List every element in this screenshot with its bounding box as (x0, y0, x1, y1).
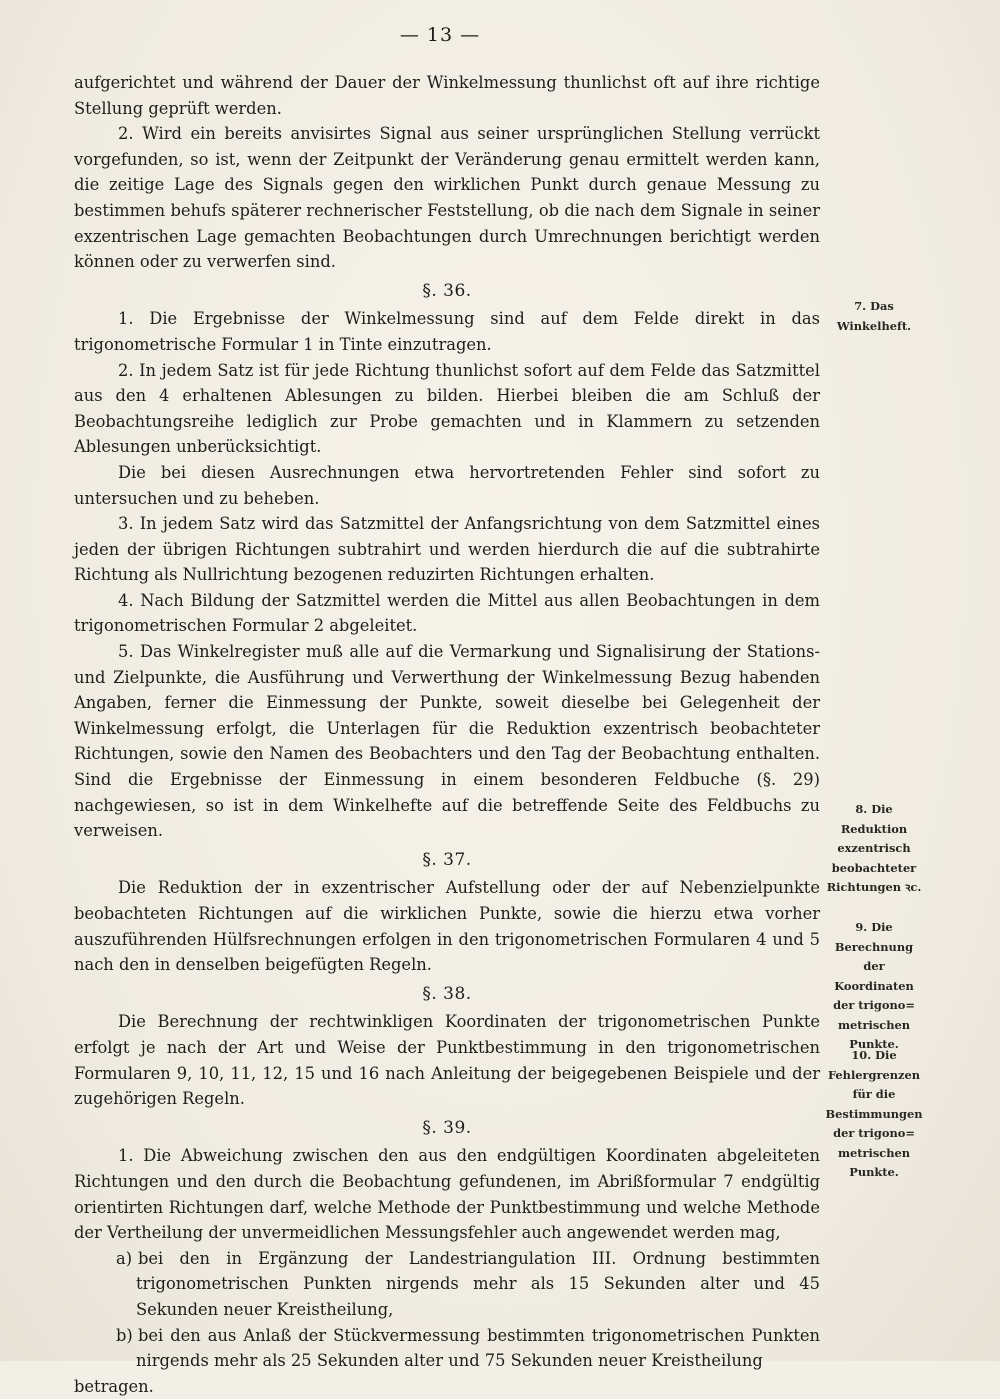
margin-note-8 (822, 800, 926, 898)
margin-note-line: Winkelheft. (836, 318, 912, 333)
subitem-b-label: b) (116, 1325, 133, 1345)
subitem-b-text: bei den aus Anlaß der Stückvermessung bestimmten trigonometrischen Punkten nirgends mehr als 25 Sekunden alter und 75 Sekunden neuer Kreistheilung (136, 1325, 820, 1371)
margin-note-10 (822, 1046, 926, 1183)
s38-paragraph: Die Berechnung der rechtwinkligen Koordinaten der trigonometrischen Punkte erfolgt je nach der Art und Weise der Punktbestimmung in den trigonometrischen Formularen 9, 10, 11, 12, 15 und 16 nach Anleitung der beigegebenen Beispiele und der zugehörigen Regeln. (74, 1012, 820, 1109)
section-heading-37: §. 37. (422, 849, 472, 870)
section-heading-38: §. 38. (422, 983, 472, 1004)
margin-note-line: Punkte. (849, 1037, 899, 1051)
main-text-column (74, 70, 820, 1399)
margin-note-line: Berechnung (834, 939, 914, 954)
s36-item-2-continued: Die bei diesen Ausrechnungen etwa hervortretenden Fehler sind sofort zu untersuchen und zu beheben. (74, 462, 820, 508)
s36-item-3: 3. In jedem Satz wird das Satzmittel der Anfangsrichtung von dem Satzmittel eines jeden der übrigen Richtungen subtrahirt und werden hierdurch die auf die subtrahirte Richtung als Nullrichtung bezogenen reduzirten Richtungen erhalten. (74, 514, 820, 585)
s36-item-4: 4. Nach Bildung der Satzmittel werden die Mittel aus allen Beobachtungen in dem trigonometrischen Formular 2 abgeleitet. (74, 590, 820, 636)
s37-paragraph: Die Reduktion der in exzentrischer Aufstellung oder der auf Nebenzielpunkte beobachteten Richtungen auf die wirklichen Punkte, sowie die hierzu etwa vorher auszuführenden Hülfsrechnungen erfolgen in den trigonometrischen Formularen 4 und 5 nach den in denselben beigefügten Regeln. (74, 878, 820, 975)
margin-note-line: 9. Die (855, 920, 893, 934)
margin-note-line: metrischen (837, 1017, 911, 1032)
margin-note-line: Fehlergrenzen (827, 1067, 921, 1082)
margin-note-line: Bestimmungen (825, 1106, 923, 1121)
section-heading-39: §. 39. (422, 1117, 472, 1138)
subitem-a-text: bei den in Ergänzung der Landestriangulation III. Ordnung bestimmten trigonometrischen Punkten nirgends mehr als 15 Sekunden alter und 45 Sekunden neuer Kreistheilung, (136, 1248, 820, 1319)
margin-note-line: exzentrisch (837, 841, 911, 855)
paragraph-continued: aufgerichtet und während der Dauer der Winkelmessung thunlichst oft auf ihre richtige Stellung geprüft werden. (74, 73, 820, 118)
margin-note-line: der Koordinaten (834, 959, 914, 993)
s36-item-2: 2. In jedem Satz ist für jede Richtung thunlichst sofort auf dem Felde das Satzmittel aus den 4 erhaltenen Ablesungen zu bilden. Hierbei bleiben die am Schluß der Beobachtungsreihe lediglich zur Probe gemachten und in Klammern zu setzenden Ablesungen unberücksichtigt. (74, 360, 820, 457)
margin-note-line: der trigono= (833, 998, 915, 1012)
s39-closing: betragen. (74, 1376, 154, 1396)
margin-note-line: 7. Das (854, 299, 894, 313)
margin-note-line: beobachteter (831, 860, 917, 875)
page-number: — 13 — (399, 24, 481, 46)
subitem-a-label: a) (116, 1248, 133, 1268)
margin-note-line: Punkte. (849, 1165, 899, 1179)
margin-note-line: Reduktion (840, 821, 908, 836)
margin-note-9 (822, 918, 926, 1055)
s39-subitem-a (74, 1246, 820, 1323)
section-heading-36: §. 36. (422, 280, 472, 301)
s36-item-1: 1. Die Ergebnisse der Winkelmessung sind auf dem Felde direkt in das trigonometrische Formular 1 in Tinte einzutragen. (74, 309, 820, 354)
margin-note-line: 10. Die (851, 1048, 897, 1062)
s36-item-5: 5. Das Winkelregister muß alle auf die Vermarkung und Signalisirung der Stations- und Zielpunkte, die Ausführung und Verwerthung der Winkelmessung Bezug habenden Angaben, ferner die Einmessung der Punkte, soweit dieselbe bei Gelegenheit der Winkelmessung erfolgt, die Unterlagen für die Reduktion exzentrisch beobachteter Richtungen, sowie den Namen des Beobachters und den Tag der Beobachtung enthalten. Sind die Ergebnisse der Einmessung in einem besonderen Feldbuche (§. 29) nachgewiesen, so ist in dem Winkelhefte auf die betreffende Seite des Feldbuchs zu verweisen. (74, 642, 820, 841)
s39-item-1: 1. Die Abweichung zwischen den aus den endgültigen Koordinaten abgeleiteten Richtungen und den durch die Beobachtung gefundenen, im Abrißformular 7 endgültig orientirten Richtungen darf, welche Methode der Punktbestimmung und welche Methode der Vertheilung der unvermeidlichen Messungsfehler auch angewendet werden mag, (74, 1146, 820, 1243)
margin-note-line: metrischen (837, 1145, 911, 1160)
margin-note-7 (822, 297, 926, 336)
margin-note-line: für die (852, 1087, 896, 1101)
paragraph-item-2: 2. Wird ein bereits anvisirtes Signal aus seiner ursprünglichen Stellung verrückt vorgefunden, so ist, wenn der Zeitpunkt der Veränderung genau ermittelt werden kann, die zeitige Lage des Signals gegen den wirklichen Punkt durch genaue Messung zu bestimmen behufs späterer rechnerischer Feststellung, ob die nach dem Signale in seiner exzentrischen Lage gemachten Beobachtungen durch Umrechnungen berichtigt werden können oder zu verwerfen sind. (74, 124, 820, 272)
margin-note-line: Richtungen ꝛc. (826, 880, 922, 894)
margin-note-line: der trigono= (833, 1126, 915, 1140)
s39-subitem-b (74, 1323, 820, 1374)
margin-note-line: 8. Die (855, 802, 893, 816)
